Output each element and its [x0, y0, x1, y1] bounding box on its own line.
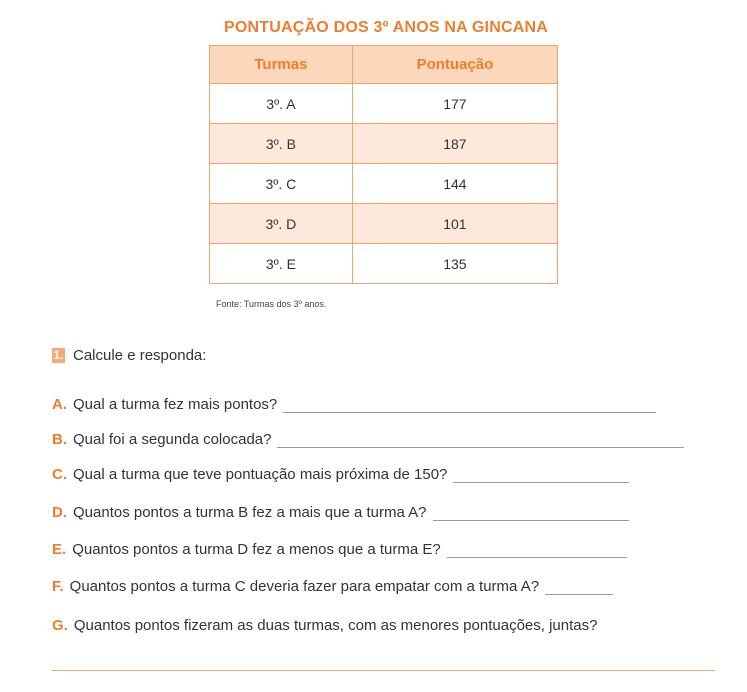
- turma-cell: 3º. E: [210, 244, 353, 284]
- exercise-instruction: Calcule e responda:: [73, 347, 207, 364]
- answer-line-g[interactable]: [52, 670, 715, 671]
- table-row: [210, 84, 558, 124]
- table-row: [210, 124, 558, 164]
- question-text: Quantos pontos a turma B fez a mais que a turma A?: [73, 504, 427, 521]
- question-c: [52, 466, 629, 483]
- question-letter: G.: [52, 617, 68, 634]
- question-d: [52, 504, 629, 521]
- answer-line[interactable]: [283, 398, 656, 413]
- question-f: [52, 578, 613, 595]
- question-e: [52, 541, 627, 558]
- turma-cell: 3º. D: [210, 204, 353, 244]
- question-letter: C.: [52, 466, 67, 483]
- answer-line[interactable]: [453, 468, 629, 483]
- exercise-number-badge: 1.: [53, 348, 64, 362]
- answer-line[interactable]: [277, 433, 684, 448]
- question-letter: E.: [52, 541, 67, 558]
- turma-cell: 3º. B: [210, 124, 353, 164]
- answer-line[interactable]: [545, 580, 613, 595]
- question-text: Qual a turma fez mais pontos?: [73, 396, 278, 413]
- question-text: Quantos pontos fizeram as duas turmas, com as menores pontuações, juntas?: [73, 617, 598, 634]
- pontuacao-cell: 135: [352, 244, 557, 284]
- question-g: [52, 617, 597, 634]
- question-letter: F.: [52, 578, 64, 595]
- turma-cell: 3º. A: [210, 84, 353, 124]
- question-letter: B.: [52, 431, 67, 448]
- question-text: Qual foi a segunda colocada?: [73, 431, 272, 448]
- exercise-header: [52, 347, 206, 364]
- pontuacao-cell: 187: [352, 124, 557, 164]
- question-text: Quantos pontos a turma D fez a menos que a turma E?: [72, 541, 441, 558]
- table-row: [210, 164, 558, 204]
- table-row: [210, 204, 558, 244]
- question-text: Qual a turma que teve pontuação mais próxima de 150?: [73, 466, 448, 483]
- question-b: [52, 431, 684, 448]
- pontuacao-cell: 144: [352, 164, 557, 204]
- header-turmas: Turmas: [210, 46, 353, 84]
- header-pontuacao: Pontuação: [352, 46, 557, 84]
- question-a: [52, 396, 656, 413]
- table-header-row: [210, 46, 558, 84]
- answer-line[interactable]: [447, 543, 627, 558]
- turma-cell: 3º. C: [210, 164, 353, 204]
- pontuacao-cell: 177: [352, 84, 557, 124]
- pontuacao-cell: 101: [352, 204, 557, 244]
- scores-table: [209, 45, 558, 284]
- question-letter: A.: [52, 396, 67, 413]
- question-text: Quantos pontos a turma C deveria fazer para empatar com a turma A?: [69, 578, 540, 595]
- question-letter: D.: [52, 504, 67, 521]
- table-title: PONTUAÇÃO DOS 3º ANOS NA GINCANA: [224, 19, 548, 36]
- table-row: [210, 244, 558, 284]
- source-note: Fonte: Turmas dos 3º anos.: [216, 299, 327, 309]
- answer-line[interactable]: [433, 506, 629, 521]
